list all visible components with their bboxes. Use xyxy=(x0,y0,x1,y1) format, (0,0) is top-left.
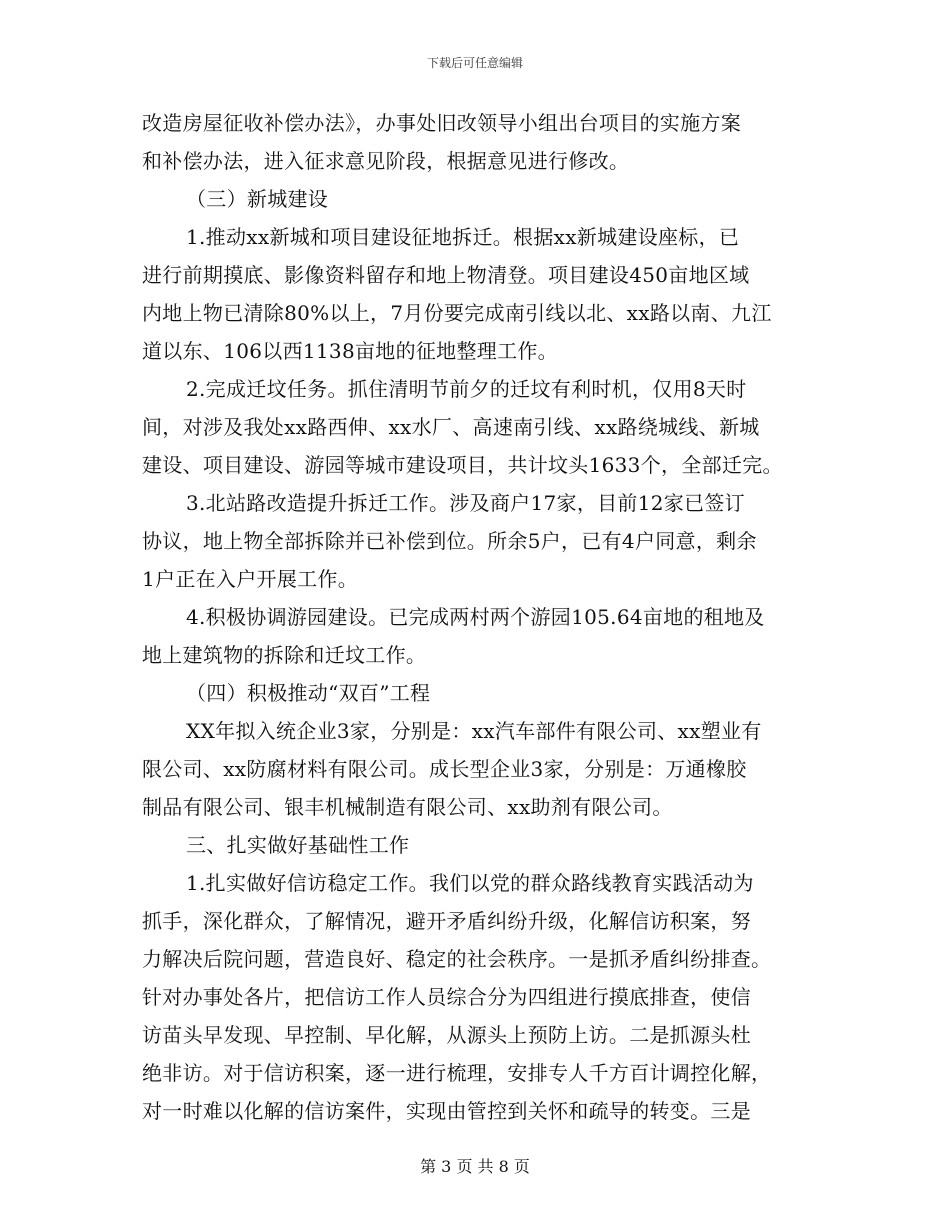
body-line: 3.北站路改造提升拆迁工作。涉及商户17家，目前12家已签订 xyxy=(186,491,745,515)
body-line: 抓手，深化群众，了解情况，避开矛盾纠纷升级，化解信访积案，努 xyxy=(142,909,751,933)
body-line: 4.积极协调游园建设。已完成两村两个游园105.64亩地的租地及 xyxy=(186,605,765,629)
page-header: 下载后可任意编辑 xyxy=(426,56,523,70)
section-heading: 三、扎实做好基础性工作 xyxy=(186,833,410,857)
section-heading: （四）积极推动“双百”工程 xyxy=(186,681,431,705)
body-line: 针对办事处各片，把信访工作人员综合分为四组进行摸底排查，使信 xyxy=(142,985,751,1009)
body-line: 进行前期摸底、影像资料留存和地上物清登。项目建设450亩地区域 xyxy=(142,263,750,287)
body-line: 道以东、106以西1138亩地的征地整理工作。 xyxy=(142,339,558,363)
body-line: 内地上物已清除80%以上，7月份要完成南引线以北、xx路以南、九江 xyxy=(142,301,772,325)
body-line: 建设、项目建设、游园等城市建设项目，共计坟头1633个，全部迁完。 xyxy=(142,453,783,477)
body-line: 1.推动xx新城和项目建设征地拆迁。根据xx新城建设座标，已 xyxy=(186,225,740,249)
page-footer: 第 3 页 共 8 页 xyxy=(420,1157,530,1176)
body-line: 力解决后院问题，营造良好、稳定的社会秩序。一是抓矛盾纠纷排查。 xyxy=(142,947,772,971)
body-line: 制品有限公司、银丰机械制造有限公司、xx助剂有限公司。 xyxy=(142,795,673,819)
body-line: 和补偿办法，进入征求意见阶段，根据意见进行修改。 xyxy=(142,149,630,173)
body-line: 2.完成迁坟任务。抓住清明节前夕的迁坟有利时机，仅用8天时 xyxy=(186,377,747,401)
body-line: 对一时难以化解的信访案件，实现由管控到关怀和疏导的转变。三是 xyxy=(142,1099,751,1123)
body-line: 1户正在入户开展工作。 xyxy=(142,567,359,591)
body-line: 1.扎实做好信访稳定工作。我们以党的群众路线教育实践活动为 xyxy=(186,871,754,895)
section-heading: （三）新城建设 xyxy=(186,187,329,211)
body-line: 协议，地上物全部拆除并已补偿到位。所余5户，已有4户同意，剩余 xyxy=(142,529,757,553)
body-line: 访苗头早发现、早控制、早化解，从源头上预防上访。二是抓源头杜 xyxy=(142,1023,751,1047)
body-line: XX年拟入统企业3家，分别是：xx汽车部件有限公司、xx塑业有 xyxy=(186,719,762,743)
body-line: 改造房屋征收补偿办法》，办事处旧改领导小组出台项目的实施方案 xyxy=(142,111,741,135)
body-line: 绝非访。对于信访积案，逐一进行梳理，安排专人千方百计调控化解， xyxy=(142,1061,772,1085)
body-line: 地上建筑物的拆除和迁坟工作。 xyxy=(142,643,427,667)
body-line: 间，对涉及我处xx路西伸、xx水厂、高速南引线、xx路绕城线、新城 xyxy=(142,415,760,439)
body-line: 限公司、xx防腐材料有限公司。成长型企业3家，分别是：万通橡胶 xyxy=(142,757,747,781)
